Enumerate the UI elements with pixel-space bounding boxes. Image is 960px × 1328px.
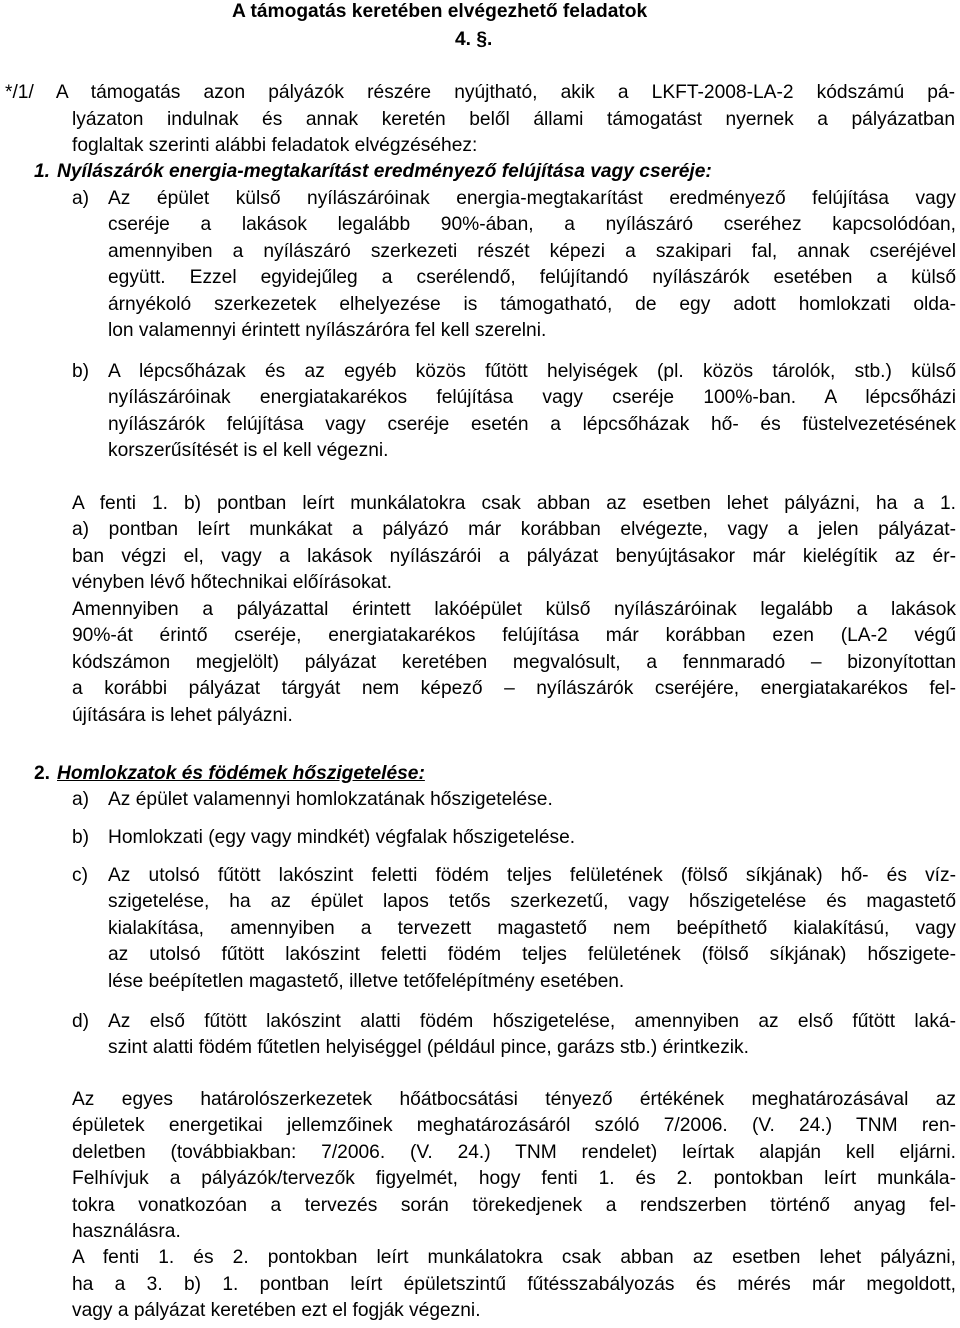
item-2c-line: lése beépítetlen magastető, illetve tetőfelépítmény esetében.	[108, 971, 625, 992]
note1-line: vényben lévő hőtechnikai előírásokat.	[72, 572, 392, 593]
item-1a-line: lon valamennyi érintett nyílászáróra fel kell szerelni.	[108, 320, 547, 341]
section2-number: 2.	[34, 763, 51, 784]
item-1a-line: együtt. Ezzel egyidejűleg a cserélendő, felújítandó nyílászárók esetében a külső	[108, 267, 956, 288]
item-2d-line: Az első fűtött lakószint alatti födém hőszigetelése, amennyiben az első fűtött laká-	[108, 1011, 956, 1032]
item-label-2b: b)	[72, 827, 90, 848]
item-label-2a: a)	[72, 789, 90, 810]
closing-line: tokra vonatkozóan a tervezés során törekedjenek a rendszerben történő anyag fel-	[72, 1195, 956, 1216]
closing-line: épületek energetikai jellemzőinek meghatározásáról szóló 7/2006. (V. 24.) TNM ren-	[72, 1115, 956, 1136]
item-label-1b: b)	[72, 361, 90, 382]
item-1b-line: A lépcsőházak és az egyéb közös fűtött helyiségek (pl. közös tárolók, stb.) külső	[108, 361, 956, 382]
section2-title: Homlokzatok és födémek hőszigetelése:	[57, 763, 425, 784]
item-1a-line: Az épület külső nyílászáróinak energia-megtakarítást eredményező felújítása vagy	[108, 188, 956, 209]
note1-line: a) pontban leírt munkákat a pályázó már korábban elvégezte, vagy a jelen pályázat-	[72, 519, 956, 540]
item-1a-line: cseréje a lakások legalább 90%-ában, a nyílászáró cseréhez kapcsolódóan,	[108, 214, 956, 235]
closing-line: deletben (továbbiakban: 7/2006. (V. 24.) TNM rendelet) leírtak alapján kell eljárni.	[72, 1142, 956, 1163]
closing-line: vagy a pályázat keretében ezt el fogják végezni.	[72, 1300, 481, 1321]
note2-line: újítására is lehet pályázni.	[72, 705, 293, 726]
section1-title: Nyílászárók energia-megtakarítást eredményező felújítása vagy cseréje:	[57, 161, 712, 182]
section1-number: 1.	[34, 161, 51, 182]
closing-line: Az egyes határolószerkezetek hőátbocsátási tényező értékének meghatározásával az	[72, 1089, 956, 1110]
item-2c-line: Az utolsó fűtött lakószint feletti födém teljes felületének (fölső síkjának) hő- és víz-	[108, 865, 956, 886]
item-2c-line: az utolsó fűtött lakószint feletti födém teljes felületének (fölső síkjának) hőszigete-	[108, 944, 956, 965]
closing-line: A fenti 1. és 2. pontokban leírt munkálatokra csak abban az esetben lehet pályázni,	[72, 1247, 956, 1268]
note2-line: 90%-át érintő cseréje, energiatakarékos felújítása már korábban ezen (LA-2 végű	[72, 625, 956, 646]
closing-line: Felhívjuk a pályázók/tervezők figyelmét, hogy fenti 1. és 2. pontokban leírt munkála-	[72, 1168, 956, 1189]
note2-line: a korábbi pályázat tárgyát nem képező – nyílászárók cseréjére, energiatakarékos fel-	[72, 678, 956, 699]
item-2b-line: Homlokzati (egy vagy mindkét) végfalak hőszigetelése.	[108, 827, 576, 848]
item-2c-line: kialakítása, amennyiben a tervezett magastető nem beépíthető kialakítású, vagy	[108, 918, 956, 939]
intro-line: lyázaton indulnak és annak keretén belől állami támogatást nyernek a pályázatban	[72, 109, 955, 130]
note2-line: kódszámon megjelölt) pályázat keretében megvalósult, a fennmaradó – bizonyítottan	[72, 652, 956, 673]
item-1b-line: nyílászáróinak energiatakarékos felújítása vagy cseréje 100%-ban. A lépcsőházi	[108, 387, 956, 408]
closing-line: ha a 3. b) 1. pontban leírt épületszintű fűtésszabályozás és mérés már megoldott,	[72, 1274, 956, 1295]
item-label-1a: a)	[72, 188, 90, 209]
closing-line: használásra.	[72, 1221, 181, 1242]
item-1b-line: nyílászárók felújítása vagy cseréje esetén a lépcsőházak hő- és füstelvezetésének	[108, 414, 956, 435]
item-1a-line: árnyékoló szerkezetek elhelyezése is támogatható, de egy adott homlokzati olda-	[108, 294, 956, 315]
note2-line: Amennyiben a pályázattal érintett lakóépület külső nyílászáróinak legalább a lakások	[72, 599, 956, 620]
item-label-2d: d)	[72, 1011, 90, 1032]
item-2d-line: szint alatti födém fűtetlen helyiséggel (például pince, garázs stb.) érintkezik.	[108, 1037, 749, 1058]
item-2c-line: szigetelése, ha az épület lapos tetős szerkezetű, vagy hőszigetelése és magastető	[108, 891, 956, 912]
note1-line: A fenti 1. b) pontban leírt munkálatokra csak abban az esetben lehet pályázni, ha a 1.	[72, 493, 956, 514]
section-number: 4. §.	[455, 29, 493, 50]
item-label-2c: c)	[72, 865, 88, 886]
item-1a-line: amennyiben a nyílászáró szerkezeti részét képezi a szakipari fal, annak cseréjével	[108, 241, 956, 262]
document-title: A támogatás keretében elvégezhető feladatok	[232, 1, 648, 22]
intro-line: foglaltak szerinti alábbi feladatok elvégzéséhez:	[72, 135, 478, 156]
intro-line: */1/ A támogatás azon pályázók részére nyújtható, akik a LKFT-2008-LA-2 kódszámú pá-	[5, 82, 955, 103]
note1-line: ban végzi el, vagy a lakások nyílászárói a pályázat benyújtásakor már kielégítik az ér-	[72, 546, 956, 567]
item-2a-line: Az épület valamennyi homlokzatának hőszigetelése.	[108, 789, 553, 810]
item-1b-line: korszerűsítését is el kell végezni.	[108, 440, 389, 461]
